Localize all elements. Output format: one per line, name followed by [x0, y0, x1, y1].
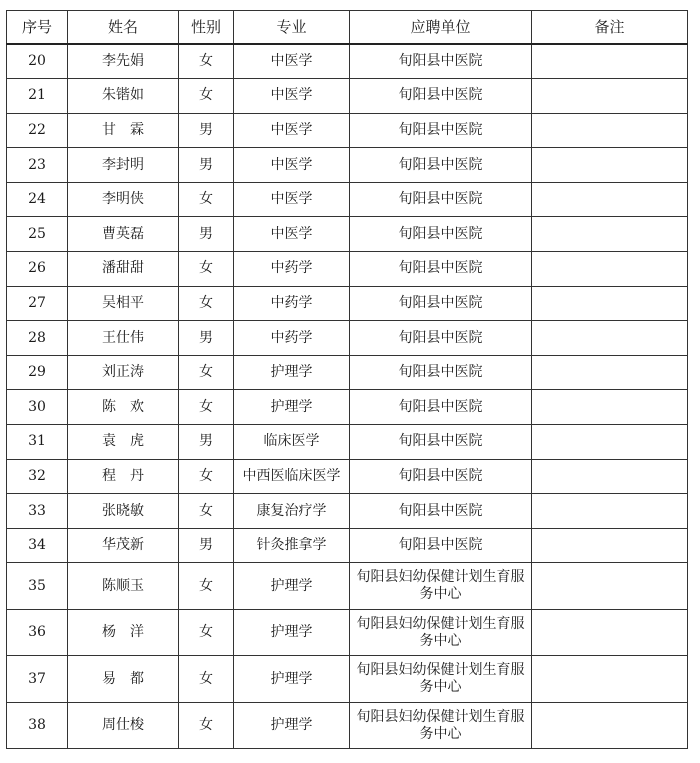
cell-major: [234, 425, 350, 460]
cell-unit: [350, 252, 532, 287]
cell-gender: [179, 321, 234, 356]
cell-name: [68, 355, 179, 390]
cell-name-text: 陈顺玉: [102, 577, 144, 594]
cell-name-text: 周仕梭: [102, 717, 144, 734]
cell-unit: [350, 702, 532, 749]
cell-gender-text: 女: [199, 398, 213, 415]
header-row: [7, 11, 688, 45]
cell-name-text: 曹英磊: [102, 225, 144, 242]
cell-gender-text: 女: [199, 294, 213, 311]
cell-remark: [532, 252, 688, 287]
cell-unit: [350, 656, 532, 703]
table-row: [7, 355, 688, 390]
cell-no: [7, 217, 68, 252]
cell-name: [68, 390, 179, 425]
cell-no: [7, 148, 68, 183]
cell-name-text: 杨 洋: [102, 624, 144, 641]
cell-no: [7, 79, 68, 114]
cell-remark: [532, 182, 688, 217]
cell-major: [234, 390, 350, 425]
cell-gender-text: 男: [199, 121, 213, 138]
cell-no-text: 29: [28, 364, 46, 381]
cell-no: [7, 113, 68, 148]
cell-gender-text: 女: [199, 260, 213, 277]
cell-major-text: 中医学: [270, 53, 313, 70]
cell-gender-text: 女: [199, 191, 213, 208]
cell-remark: [532, 425, 688, 460]
cell-remark: [532, 528, 688, 563]
cell-remark: [532, 494, 688, 529]
cell-no: [7, 563, 68, 610]
cell-name: [68, 609, 179, 656]
cell-name: [68, 528, 179, 563]
cell-major-text: 中西医临床医学: [242, 467, 341, 484]
cell-gender-text: 女: [199, 670, 213, 687]
cell-name-text: 程 丹: [102, 467, 144, 484]
cell-gender: [179, 390, 234, 425]
cell-name: [68, 79, 179, 114]
cell-gender: [179, 563, 234, 610]
cell-no: [7, 286, 68, 321]
header-remark: 备注: [532, 11, 688, 45]
cell-no-text: 21: [28, 87, 46, 104]
cell-no-text: 24: [28, 191, 46, 208]
cell-major-text: 针灸推拿学: [256, 537, 327, 554]
cell-no-text: 35: [28, 577, 46, 594]
cell-name: [68, 113, 179, 148]
cell-major: [234, 113, 350, 148]
table-row: [7, 390, 688, 425]
cell-major: [234, 148, 350, 183]
cell-unit-text: 旬阳县妇幼保健计划生育服务中心: [356, 708, 525, 742]
cell-unit-text: 旬阳县中医院: [398, 87, 483, 104]
cell-name: [68, 217, 179, 252]
cell-name-text: 陈 欢: [102, 398, 144, 415]
cell-no: [7, 528, 68, 563]
cell-gender: [179, 148, 234, 183]
cell-no-text: 26: [28, 260, 46, 277]
cell-unit-text: 旬阳县中医院: [398, 121, 483, 138]
cell-major: [234, 702, 350, 749]
cell-remark: [532, 113, 688, 148]
table-row: [7, 459, 688, 494]
cell-no: [7, 459, 68, 494]
cell-unit: [350, 459, 532, 494]
table-row: [7, 44, 688, 79]
cell-gender-text: 女: [199, 502, 213, 519]
table-row: [7, 528, 688, 563]
cell-major: [234, 217, 350, 252]
cell-major: [234, 44, 350, 79]
cell-gender: [179, 702, 234, 749]
cell-remark: [532, 390, 688, 425]
cell-gender: [179, 609, 234, 656]
cell-name: [68, 321, 179, 356]
cell-name-text: 华茂新: [102, 537, 144, 554]
cell-name: [68, 44, 179, 79]
cell-major: [234, 609, 350, 656]
cell-unit: [350, 355, 532, 390]
cell-no-text: 30: [28, 398, 46, 415]
cell-no-text: 20: [28, 53, 46, 70]
cell-major: [234, 459, 350, 494]
table-row: [7, 286, 688, 321]
cell-remark: [532, 656, 688, 703]
cell-gender: [179, 44, 234, 79]
cell-unit: [350, 286, 532, 321]
cell-gender: [179, 528, 234, 563]
cell-unit-text: 旬阳县中医院: [398, 433, 483, 450]
cell-gender-text: 男: [199, 225, 213, 242]
cell-name-text: 刘正涛: [102, 364, 144, 381]
cell-major-text: 护理学: [270, 364, 313, 381]
cell-name-text: 朱锴如: [102, 87, 144, 104]
cell-name-text: 袁 虎: [102, 433, 144, 450]
cell-no-text: 28: [28, 329, 46, 346]
table-row: [7, 702, 688, 749]
cell-gender-text: 女: [199, 87, 213, 104]
cell-major-text: 护理学: [270, 670, 313, 687]
cell-major-text: 临床医学: [263, 433, 320, 450]
cell-no: [7, 355, 68, 390]
cell-major-text: 护理学: [270, 624, 313, 641]
cell-gender-text: 女: [199, 364, 213, 381]
cell-name: [68, 252, 179, 287]
cell-major-text: 护理学: [270, 577, 313, 594]
cell-name: [68, 286, 179, 321]
cell-gender: [179, 252, 234, 287]
cell-no: [7, 321, 68, 356]
table-row: [7, 494, 688, 529]
cell-unit: [350, 494, 532, 529]
cell-major: [234, 528, 350, 563]
cell-name-text: 李明侠: [102, 191, 144, 208]
cell-name: [68, 148, 179, 183]
cell-no: [7, 702, 68, 749]
cell-name: [68, 459, 179, 494]
cell-gender: [179, 425, 234, 460]
cell-unit: [350, 563, 532, 610]
cell-unit-text: 旬阳县中医院: [398, 467, 483, 484]
header-unit: 应聘单位: [350, 11, 532, 45]
cell-unit-text: 旬阳县妇幼保健计划生育服务中心: [356, 569, 525, 603]
cell-major: [234, 252, 350, 287]
cell-gender-text: 男: [199, 537, 213, 554]
cell-major: [234, 79, 350, 114]
cell-no-text: 36: [28, 624, 46, 641]
cell-unit: [350, 528, 532, 563]
cell-no-text: 34: [28, 537, 46, 554]
cell-unit-text: 旬阳县中医院: [398, 260, 483, 277]
header-name: 姓名: [68, 11, 179, 45]
cell-unit-text: 旬阳县中医院: [398, 156, 483, 173]
cell-no-text: 25: [28, 225, 46, 242]
cell-major-text: 中药学: [270, 260, 313, 277]
table-row: [7, 656, 688, 703]
cell-gender-text: 女: [199, 624, 213, 641]
cell-major: [234, 286, 350, 321]
cell-no: [7, 425, 68, 460]
cell-unit: [350, 425, 532, 460]
cell-no-text: 23: [28, 156, 46, 173]
cell-unit-text: 旬阳县中医院: [398, 191, 483, 208]
header-no: 序号: [7, 11, 68, 45]
cell-name: [68, 702, 179, 749]
cell-unit-text: 旬阳县中医院: [398, 294, 483, 311]
cell-major: [234, 656, 350, 703]
cell-gender: [179, 286, 234, 321]
cell-unit-text: 旬阳县妇幼保健计划生育服务中心: [356, 615, 525, 649]
cell-remark: [532, 459, 688, 494]
cell-name: [68, 494, 179, 529]
cell-major-text: 中医学: [270, 121, 313, 138]
table-row: [7, 217, 688, 252]
table-header: [7, 11, 688, 45]
cell-name-text: 吴相平: [102, 294, 144, 311]
cell-remark: [532, 702, 688, 749]
cell-no-text: 31: [28, 433, 46, 450]
table-row: [7, 609, 688, 656]
applicant-table: [6, 10, 688, 749]
cell-gender: [179, 182, 234, 217]
table-row: [7, 563, 688, 610]
cell-unit: [350, 321, 532, 356]
cell-unit: [350, 113, 532, 148]
cell-unit-text: 旬阳县妇幼保健计划生育服务中心: [356, 662, 525, 696]
cell-major-text: 中药学: [270, 294, 313, 311]
cell-gender: [179, 217, 234, 252]
header-gender: 性别: [179, 11, 234, 45]
cell-gender-text: 男: [199, 156, 213, 173]
cell-major: [234, 182, 350, 217]
cell-major: [234, 355, 350, 390]
cell-name: [68, 182, 179, 217]
cell-unit-text: 旬阳县中医院: [398, 225, 483, 242]
cell-gender: [179, 459, 234, 494]
cell-no: [7, 44, 68, 79]
cell-unit-text: 旬阳县中医院: [398, 502, 483, 519]
cell-name-text: 易 都: [102, 670, 144, 687]
cell-no-text: 22: [28, 121, 46, 138]
cell-unit: [350, 217, 532, 252]
cell-no-text: 37: [28, 670, 46, 687]
cell-gender: [179, 355, 234, 390]
cell-gender: [179, 494, 234, 529]
cell-name-text: 王仕伟: [102, 329, 144, 346]
cell-remark: [532, 355, 688, 390]
cell-gender-text: 女: [199, 577, 213, 594]
cell-remark: [532, 609, 688, 656]
cell-major-text: 中医学: [270, 225, 313, 242]
cell-gender: [179, 113, 234, 148]
cell-remark: [532, 286, 688, 321]
cell-unit: [350, 609, 532, 656]
cell-name-text: 甘 霖: [102, 121, 144, 138]
cell-remark: [532, 79, 688, 114]
cell-gender-text: 女: [199, 53, 213, 70]
cell-remark: [532, 44, 688, 79]
table-row: [7, 148, 688, 183]
cell-major: [234, 494, 350, 529]
cell-no: [7, 494, 68, 529]
table-row: [7, 321, 688, 356]
cell-unit: [350, 44, 532, 79]
cell-name: [68, 425, 179, 460]
cell-gender: [179, 656, 234, 703]
cell-no: [7, 182, 68, 217]
cell-no: [7, 252, 68, 287]
table-row: [7, 79, 688, 114]
cell-major: [234, 321, 350, 356]
cell-no-text: 33: [28, 502, 46, 519]
cell-name-text: 李先娟: [102, 53, 144, 70]
cell-major-text: 中医学: [270, 191, 313, 208]
cell-major-text: 中医学: [270, 87, 313, 104]
cell-unit: [350, 79, 532, 114]
table-row: [7, 252, 688, 287]
cell-unit-text: 旬阳县中医院: [398, 329, 483, 346]
cell-no-text: 27: [28, 294, 46, 311]
cell-name-text: 李封明: [102, 156, 144, 173]
cell-major-text: 护理学: [270, 717, 313, 734]
cell-unit-text: 旬阳县中医院: [398, 364, 483, 381]
cell-gender-text: 女: [199, 467, 213, 484]
cell-name-text: 潘甜甜: [102, 260, 144, 277]
cell-remark: [532, 563, 688, 610]
cell-name: [68, 563, 179, 610]
cell-no: [7, 656, 68, 703]
table-row: [7, 425, 688, 460]
table-row: [7, 182, 688, 217]
cell-name: [68, 656, 179, 703]
cell-unit: [350, 182, 532, 217]
cell-major-text: 中医学: [270, 156, 313, 173]
cell-no: [7, 390, 68, 425]
table-body: [7, 44, 688, 749]
header-major: 专业: [234, 11, 350, 45]
cell-remark: [532, 217, 688, 252]
cell-unit: [350, 148, 532, 183]
cell-gender: [179, 79, 234, 114]
cell-remark: [532, 148, 688, 183]
table-row: [7, 113, 688, 148]
cell-major: [234, 563, 350, 610]
cell-gender-text: 男: [199, 329, 213, 346]
cell-no: [7, 609, 68, 656]
cell-name-text: 张晓敏: [102, 502, 144, 519]
cell-unit: [350, 390, 532, 425]
cell-no-text: 38: [28, 717, 46, 734]
cell-major-text: 康复治疗学: [256, 502, 327, 519]
cell-major-text: 护理学: [270, 398, 313, 415]
cell-unit-text: 旬阳县中医院: [398, 537, 483, 554]
cell-unit-text: 旬阳县中医院: [398, 53, 483, 70]
cell-remark: [532, 321, 688, 356]
cell-major-text: 中药学: [270, 329, 313, 346]
cell-gender-text: 女: [199, 717, 213, 734]
cell-no-text: 32: [28, 467, 46, 484]
cell-unit-text: 旬阳县中医院: [398, 398, 483, 415]
cell-gender-text: 男: [199, 433, 213, 450]
